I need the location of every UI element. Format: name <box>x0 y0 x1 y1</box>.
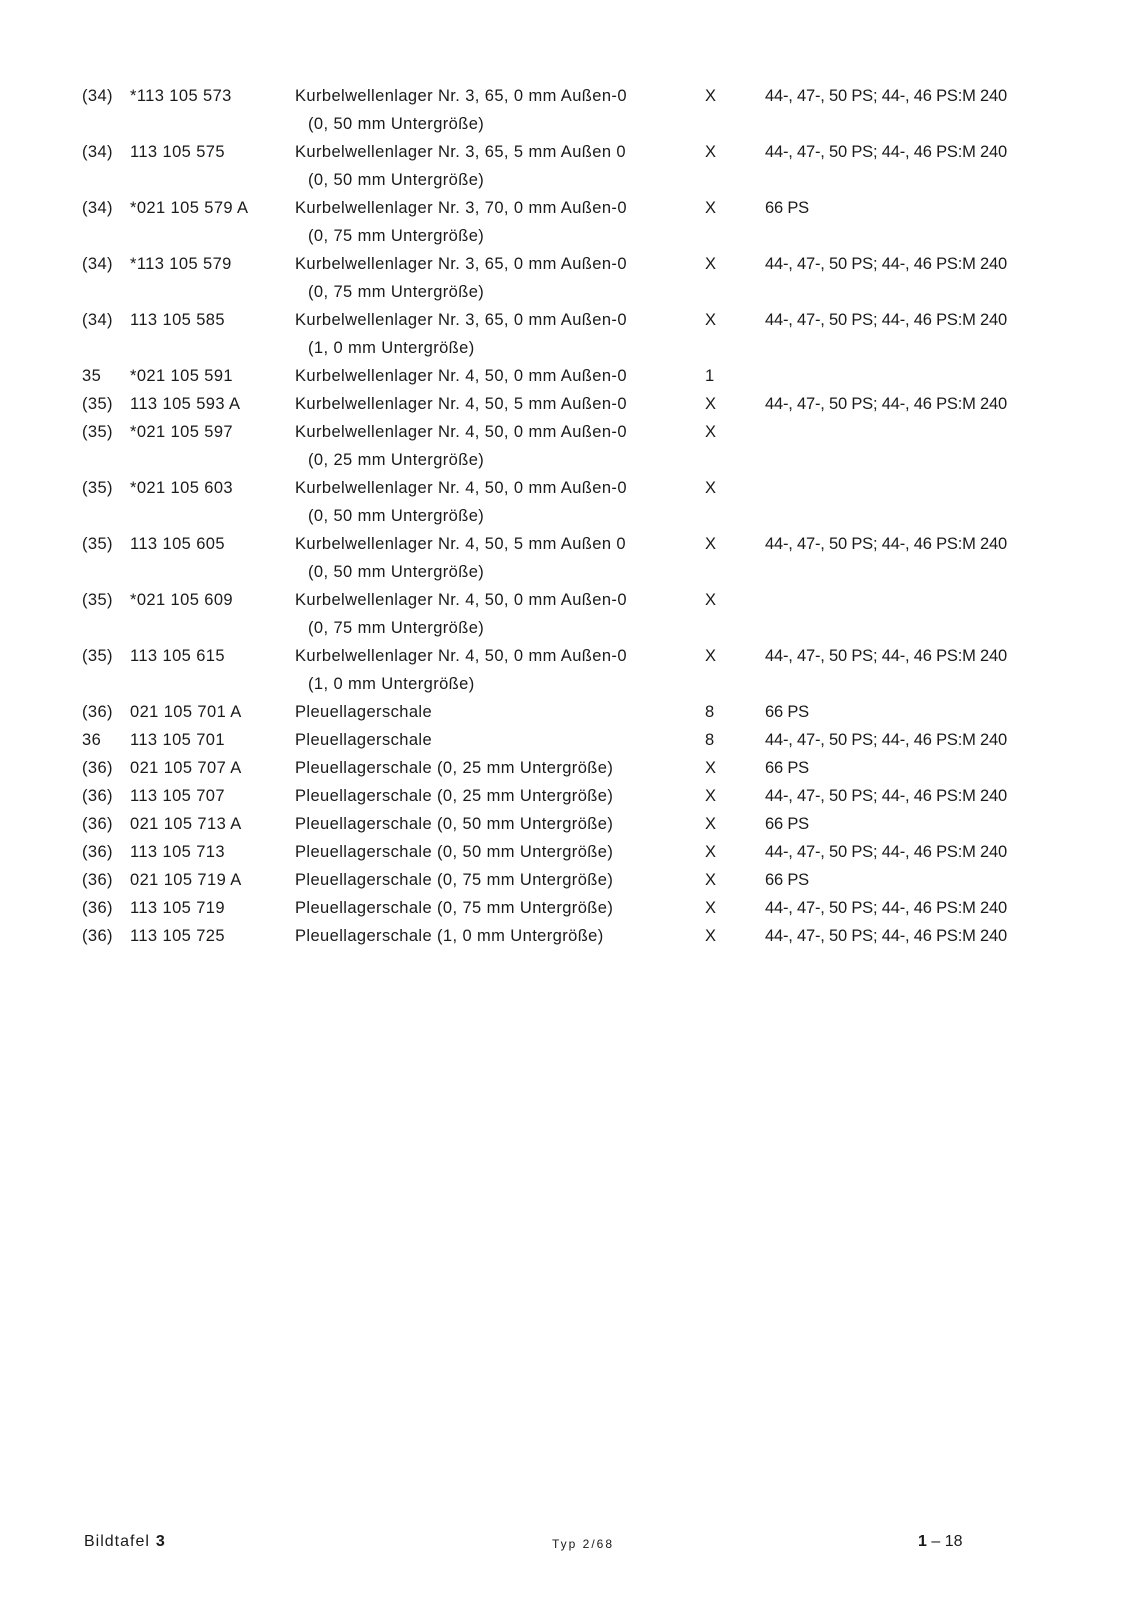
quantity: 1 <box>705 367 715 385</box>
parts-row <box>82 754 1082 782</box>
remark: 66 PS <box>765 815 809 833</box>
part-description-continued: (0, 75 mm Untergröße) <box>308 619 485 637</box>
quantity: X <box>705 143 717 161</box>
quantity: X <box>705 759 717 777</box>
parts-row <box>82 922 1082 950</box>
position-number: (34) <box>82 199 113 217</box>
quantity: X <box>705 843 717 861</box>
position-number: (35) <box>82 647 113 665</box>
remark: 66 PS <box>765 759 809 777</box>
part-description: Pleuellagerschale (1, 0 mm Untergröße) <box>295 927 604 945</box>
quantity: X <box>705 871 717 889</box>
parts-row <box>82 250 1082 306</box>
part-description: Kurbelwellenlager Nr. 3, 65, 0 mm Außen-0 <box>295 255 627 273</box>
quantity: X <box>705 787 717 805</box>
plate-reference <box>84 1533 166 1551</box>
type-label: Typ 2/68 <box>552 1537 615 1551</box>
page-separator: – <box>931 1533 941 1550</box>
position-number: (35) <box>82 591 113 609</box>
position-number: 36 <box>82 731 102 749</box>
part-number: 113 105 725 <box>130 927 225 945</box>
part-description: Pleuellagerschale (0, 25 mm Untergröße) <box>295 759 614 777</box>
remark: 44-, 47-, 50 PS; 44-, 46 PS:M 240 <box>765 311 1007 329</box>
quantity: X <box>705 395 717 413</box>
part-number: 113 105 575 <box>130 143 225 161</box>
plate-label: Bildtafel <box>84 1533 150 1550</box>
part-description-continued: (1, 0 mm Untergröße) <box>308 339 475 357</box>
part-description-continued: (0, 50 mm Untergröße) <box>308 507 485 525</box>
part-description-continued: (0, 50 mm Untergröße) <box>308 563 485 581</box>
quantity: 8 <box>705 731 715 749</box>
remark: 44-, 47-, 50 PS; 44-, 46 PS:M 240 <box>765 899 1007 917</box>
part-number: 113 105 719 <box>130 899 225 917</box>
page-footer <box>0 1533 1133 1563</box>
position-number: (36) <box>82 871 113 889</box>
parts-row <box>82 530 1082 586</box>
position-number: (34) <box>82 255 113 273</box>
part-description-continued: (0, 50 mm Untergröße) <box>308 171 485 189</box>
position-number: 35 <box>82 367 102 385</box>
parts-row <box>82 390 1082 418</box>
position-number: (36) <box>82 703 113 721</box>
part-description-continued: (0, 25 mm Untergröße) <box>308 451 485 469</box>
part-number: *113 105 573 <box>130 87 232 105</box>
quantity: X <box>705 647 717 665</box>
remark: 44-, 47-, 50 PS; 44-, 46 PS:M 240 <box>765 843 1007 861</box>
position-number: (35) <box>82 535 113 553</box>
part-description-continued: (1, 0 mm Untergröße) <box>308 675 475 693</box>
part-number: 113 105 707 <box>130 787 225 805</box>
position-number: (36) <box>82 843 113 861</box>
part-number: 113 105 585 <box>130 311 225 329</box>
position-number: (35) <box>82 395 113 413</box>
part-description: Kurbelwellenlager Nr. 3, 65, 5 mm Außen 0 <box>295 143 626 161</box>
parts-row <box>82 866 1082 894</box>
part-number: 021 105 719 A <box>130 871 242 889</box>
position-number: (36) <box>82 927 113 945</box>
part-description: Kurbelwellenlager Nr. 3, 65, 0 mm Außen-0 <box>295 311 627 329</box>
part-description: Kurbelwellenlager Nr. 4, 50, 0 mm Außen-0 <box>295 423 627 441</box>
part-number: *021 105 597 <box>130 423 233 441</box>
part-number: *021 105 603 <box>130 479 233 497</box>
quantity: X <box>705 899 717 917</box>
remark: 44-, 47-, 50 PS; 44-, 46 PS:M 240 <box>765 395 1007 413</box>
part-description: Kurbelwellenlager Nr. 3, 65, 0 mm Außen-0 <box>295 87 627 105</box>
part-description-continued: (0, 75 mm Untergröße) <box>308 283 485 301</box>
part-description: Kurbelwellenlager Nr. 4, 50, 0 mm Außen-0 <box>295 647 627 665</box>
parts-row <box>82 838 1082 866</box>
position-number: (34) <box>82 87 113 105</box>
parts-row <box>82 642 1082 698</box>
parts-row <box>82 138 1082 194</box>
remark: 44-, 47-, 50 PS; 44-, 46 PS:M 240 <box>765 143 1007 161</box>
quantity: X <box>705 815 717 833</box>
remark: 44-, 47-, 50 PS; 44-, 46 PS:M 240 <box>765 255 1007 273</box>
quantity: 8 <box>705 703 715 721</box>
part-number: *021 105 591 <box>130 367 233 385</box>
parts-row <box>82 362 1082 390</box>
quantity: X <box>705 591 717 609</box>
position-number: (36) <box>82 787 113 805</box>
parts-row <box>82 586 1082 642</box>
page-index: 18 <box>944 1533 963 1550</box>
parts-row <box>82 82 1082 138</box>
parts-row <box>82 782 1082 810</box>
part-number: 021 105 701 A <box>130 703 242 721</box>
part-description: Pleuellagerschale (0, 50 mm Untergröße) <box>295 815 614 833</box>
part-description: Pleuellagerschale (0, 50 mm Untergröße) <box>295 843 614 861</box>
part-number: 113 105 593 A <box>130 395 241 413</box>
part-description: Pleuellagerschale (0, 25 mm Untergröße) <box>295 787 614 805</box>
remark: 44-, 47-, 50 PS; 44-, 46 PS:M 240 <box>765 647 1007 665</box>
part-description: Pleuellagerschale (0, 75 mm Untergröße) <box>295 871 614 889</box>
quantity: X <box>705 423 717 441</box>
quantity: X <box>705 479 717 497</box>
quantity: X <box>705 199 717 217</box>
position-number: (34) <box>82 143 113 161</box>
part-description: Kurbelwellenlager Nr. 3, 70, 0 mm Außen-0 <box>295 199 627 217</box>
section-number: 1 <box>918 1533 927 1550</box>
parts-row <box>82 474 1082 530</box>
part-number: 113 105 605 <box>130 535 225 553</box>
quantity: X <box>705 927 717 945</box>
remark: 66 PS <box>765 199 809 217</box>
parts-row <box>82 698 1082 726</box>
parts-list <box>82 82 1082 950</box>
remark: 66 PS <box>765 871 809 889</box>
remark: 44-, 47-, 50 PS; 44-, 46 PS:M 240 <box>765 731 1007 749</box>
quantity: X <box>705 255 717 273</box>
part-number: 021 105 707 A <box>130 759 242 777</box>
position-number: (34) <box>82 311 113 329</box>
position-number: (35) <box>82 479 113 497</box>
part-number: *021 105 609 <box>130 591 233 609</box>
part-number: *021 105 579 A <box>130 199 249 217</box>
part-description: Kurbelwellenlager Nr. 4, 50, 5 mm Außen 0 <box>295 535 626 553</box>
parts-row <box>82 306 1082 362</box>
part-description: Kurbelwellenlager Nr. 4, 50, 5 mm Außen-0 <box>295 395 627 413</box>
part-description-continued: (0, 50 mm Untergröße) <box>308 115 485 133</box>
parts-row <box>82 418 1082 474</box>
remark: 44-, 47-, 50 PS; 44-, 46 PS:M 240 <box>765 787 1007 805</box>
part-number: 021 105 713 A <box>130 815 242 833</box>
part-description: Pleuellagerschale <box>295 703 433 721</box>
part-number: 113 105 701 <box>130 731 225 749</box>
part-description-continued: (0, 75 mm Untergröße) <box>308 227 485 245</box>
part-description: Pleuellagerschale (0, 75 mm Untergröße) <box>295 899 614 917</box>
position-number: (35) <box>82 423 113 441</box>
parts-row <box>82 894 1082 922</box>
part-number: 113 105 615 <box>130 647 225 665</box>
part-number: 113 105 713 <box>130 843 225 861</box>
part-description: Pleuellagerschale <box>295 731 433 749</box>
remark: 44-, 47-, 50 PS; 44-, 46 PS:M 240 <box>765 87 1007 105</box>
position-number: (36) <box>82 815 113 833</box>
remark: 66 PS <box>765 703 809 721</box>
page-number <box>918 1533 963 1551</box>
part-number: *113 105 579 <box>130 255 232 273</box>
position-number: (36) <box>82 899 113 917</box>
position-number: (36) <box>82 759 113 777</box>
quantity: X <box>705 311 717 329</box>
part-description: Kurbelwellenlager Nr. 4, 50, 0 mm Außen-0 <box>295 479 627 497</box>
parts-row <box>82 726 1082 754</box>
parts-row <box>82 194 1082 250</box>
remark: 44-, 47-, 50 PS; 44-, 46 PS:M 240 <box>765 535 1007 553</box>
quantity: X <box>705 535 717 553</box>
remark: 44-, 47-, 50 PS; 44-, 46 PS:M 240 <box>765 927 1007 945</box>
part-description: Kurbelwellenlager Nr. 4, 50, 0 mm Außen-0 <box>295 367 627 385</box>
part-description: Kurbelwellenlager Nr. 4, 50, 0 mm Außen-0 <box>295 591 627 609</box>
plate-number: 3 <box>155 1533 166 1550</box>
quantity: X <box>705 87 717 105</box>
parts-row <box>82 810 1082 838</box>
